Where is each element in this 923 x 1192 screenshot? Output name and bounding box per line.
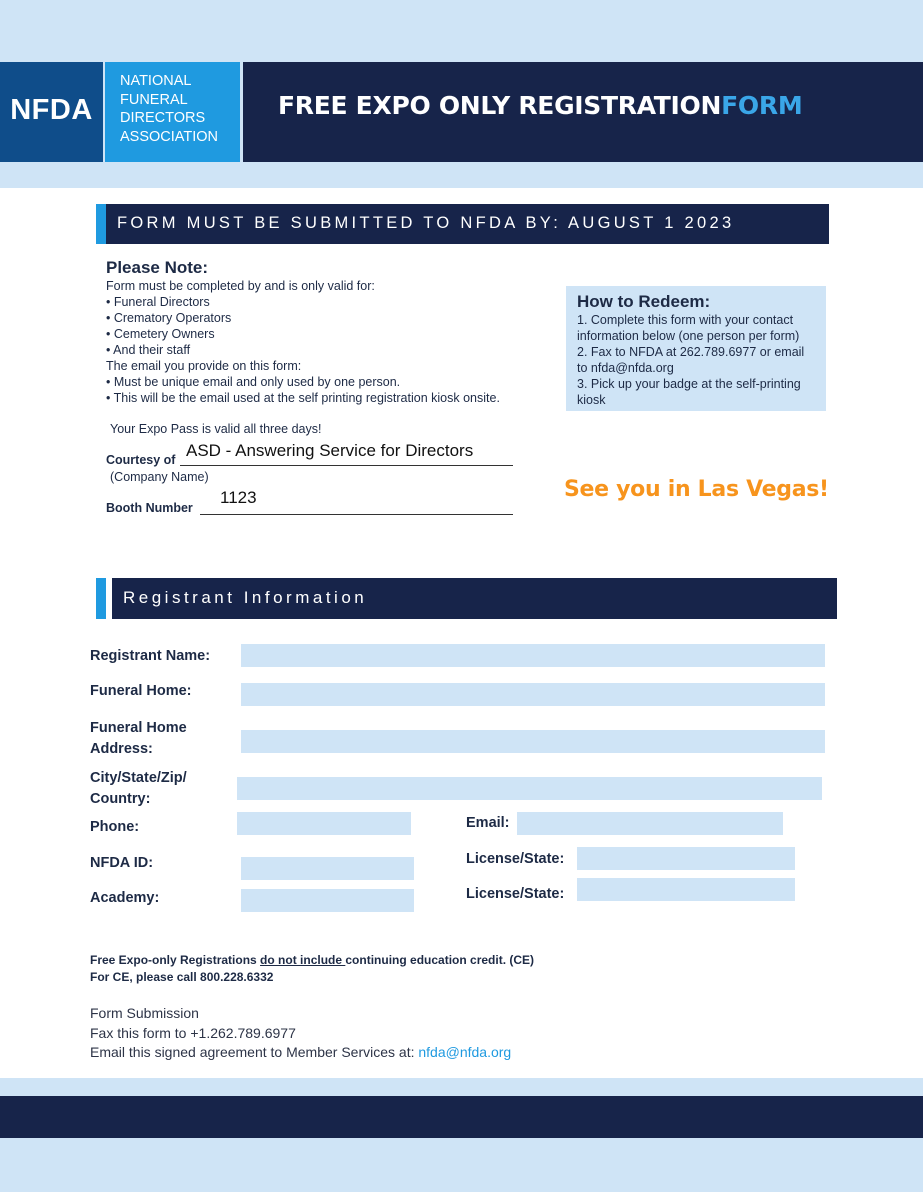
- form-submission: [90, 1004, 511, 1063]
- redeem-line: 3. Pick up your badge at the self-printing: [577, 377, 801, 391]
- courtesy-underline: [180, 465, 513, 466]
- booth-underline: [200, 514, 513, 515]
- registrant-bar-title: Registrant Information: [123, 588, 368, 607]
- redeem-line: 2. Fax to NFDA at 262.789.6977 or email: [577, 345, 805, 359]
- address-label-line: Address:: [90, 741, 153, 757]
- submission-fax: Fax this form to +1.262.789.6977: [90, 1024, 296, 1041]
- association-line: ASSOCIATION: [120, 128, 219, 145]
- funeral-home-address-label: [90, 718, 187, 760]
- email-input[interactable]: [517, 812, 783, 835]
- city-state-zip-input[interactable]: [237, 777, 822, 800]
- note-line: • Crematory Operators: [106, 311, 232, 325]
- footer-bar: [0, 1096, 923, 1138]
- submission-email-prefix: Email this signed agreement to Member Services at:: [90, 1044, 419, 1060]
- note-line: Form must be completed by and is only valid for:: [106, 279, 375, 293]
- license-state-label-1: License/State:: [466, 851, 565, 867]
- address-label-line: Funeral Home: [90, 720, 187, 736]
- funeral-home-address-input[interactable]: [241, 730, 825, 753]
- title-main: FREE EXPO ONLY REGISTRATION: [278, 91, 722, 120]
- page-title: [278, 91, 802, 120]
- city-label-line: Country:: [90, 791, 151, 807]
- registrant-bar-accent: [96, 578, 106, 619]
- ce-suffix: continuing education credit. (CE): [345, 953, 535, 967]
- ce-prefix: Free Expo-only Registrations: [90, 953, 261, 967]
- registrant-name-input[interactable]: [241, 644, 825, 667]
- redeem-line: to nfda@nfda.org: [577, 361, 674, 375]
- city-label-line: City/State/Zip/: [90, 770, 187, 786]
- redeem-line: kiosk: [577, 393, 606, 407]
- please-note: [106, 257, 500, 406]
- submission-email-link[interactable]: nfda@nfda.org: [418, 1044, 512, 1060]
- license-state-input-2[interactable]: [577, 878, 795, 901]
- title-accent: FORM: [721, 91, 803, 120]
- redeem-heading: How to Redeem:: [577, 292, 711, 311]
- association-name: [120, 72, 218, 146]
- registrant-name-label: Registrant Name:: [90, 648, 211, 664]
- redeem-content: [577, 291, 804, 408]
- submission-heading: Form Submission: [90, 1005, 199, 1021]
- email-label: Email:: [466, 815, 510, 831]
- note-line: • This will be the email used at the self printing registration kiosk onsite.: [106, 391, 500, 405]
- association-line: NATIONAL: [120, 73, 192, 89]
- company-name-sublabel: (Company Name): [110, 470, 209, 484]
- courtesy-label: Courtesy of: [106, 453, 176, 467]
- association-line: FUNERAL: [120, 91, 188, 108]
- redeem-line: 1. Complete this form with your contact: [577, 313, 794, 327]
- deadline-bar-accent: [96, 204, 106, 244]
- phone-input[interactable]: [237, 812, 411, 835]
- nfda-logo: NFDA: [10, 94, 93, 126]
- academy-label: Academy:: [90, 890, 160, 906]
- ce-note-line-1: [90, 952, 534, 969]
- academy-input[interactable]: [241, 889, 414, 912]
- license-state-input-1[interactable]: [577, 847, 795, 870]
- note-line: The email you provide on this form:: [106, 359, 302, 373]
- funeral-home-input[interactable]: [241, 683, 825, 706]
- phone-label: Phone:: [90, 819, 140, 835]
- please-note-heading: Please Note:: [106, 258, 209, 277]
- booth-label: Booth Number: [106, 501, 193, 515]
- note-line: • Cemetery Owners: [106, 327, 215, 341]
- submission-email-line: [90, 1043, 511, 1063]
- ce-note-line-2: For CE, please call 800.228.6332: [90, 970, 274, 984]
- note-line: • Funeral Directors: [106, 295, 210, 309]
- nfda-id-label: NFDA ID:: [90, 855, 154, 871]
- association-line: DIRECTORS: [120, 110, 206, 126]
- deadline-text: FORM MUST BE SUBMITTED TO NFDA BY: AUGUST 1 2023: [117, 214, 735, 232]
- license-state-label-2: License/State:: [466, 886, 565, 902]
- ce-underlined: do not include: [260, 953, 346, 967]
- courtesy-value[interactable]: ASD - Answering Service for Directors: [186, 441, 474, 460]
- note-line: • Must be unique email and only used by one person.: [106, 375, 401, 389]
- vegas-tagline: See you in Las Vegas!: [564, 477, 829, 502]
- booth-value[interactable]: 1123: [220, 488, 257, 507]
- city-state-zip-label: [90, 768, 187, 810]
- note-line: • And their staff: [106, 343, 191, 357]
- ce-note: [90, 952, 534, 986]
- pass-valid-note: Your Expo Pass is valid all three days!: [110, 422, 322, 436]
- nfda-id-input[interactable]: [241, 857, 414, 880]
- funeral-home-label: Funeral Home:: [90, 683, 192, 699]
- redeem-line: information below (one person per form): [577, 329, 800, 343]
